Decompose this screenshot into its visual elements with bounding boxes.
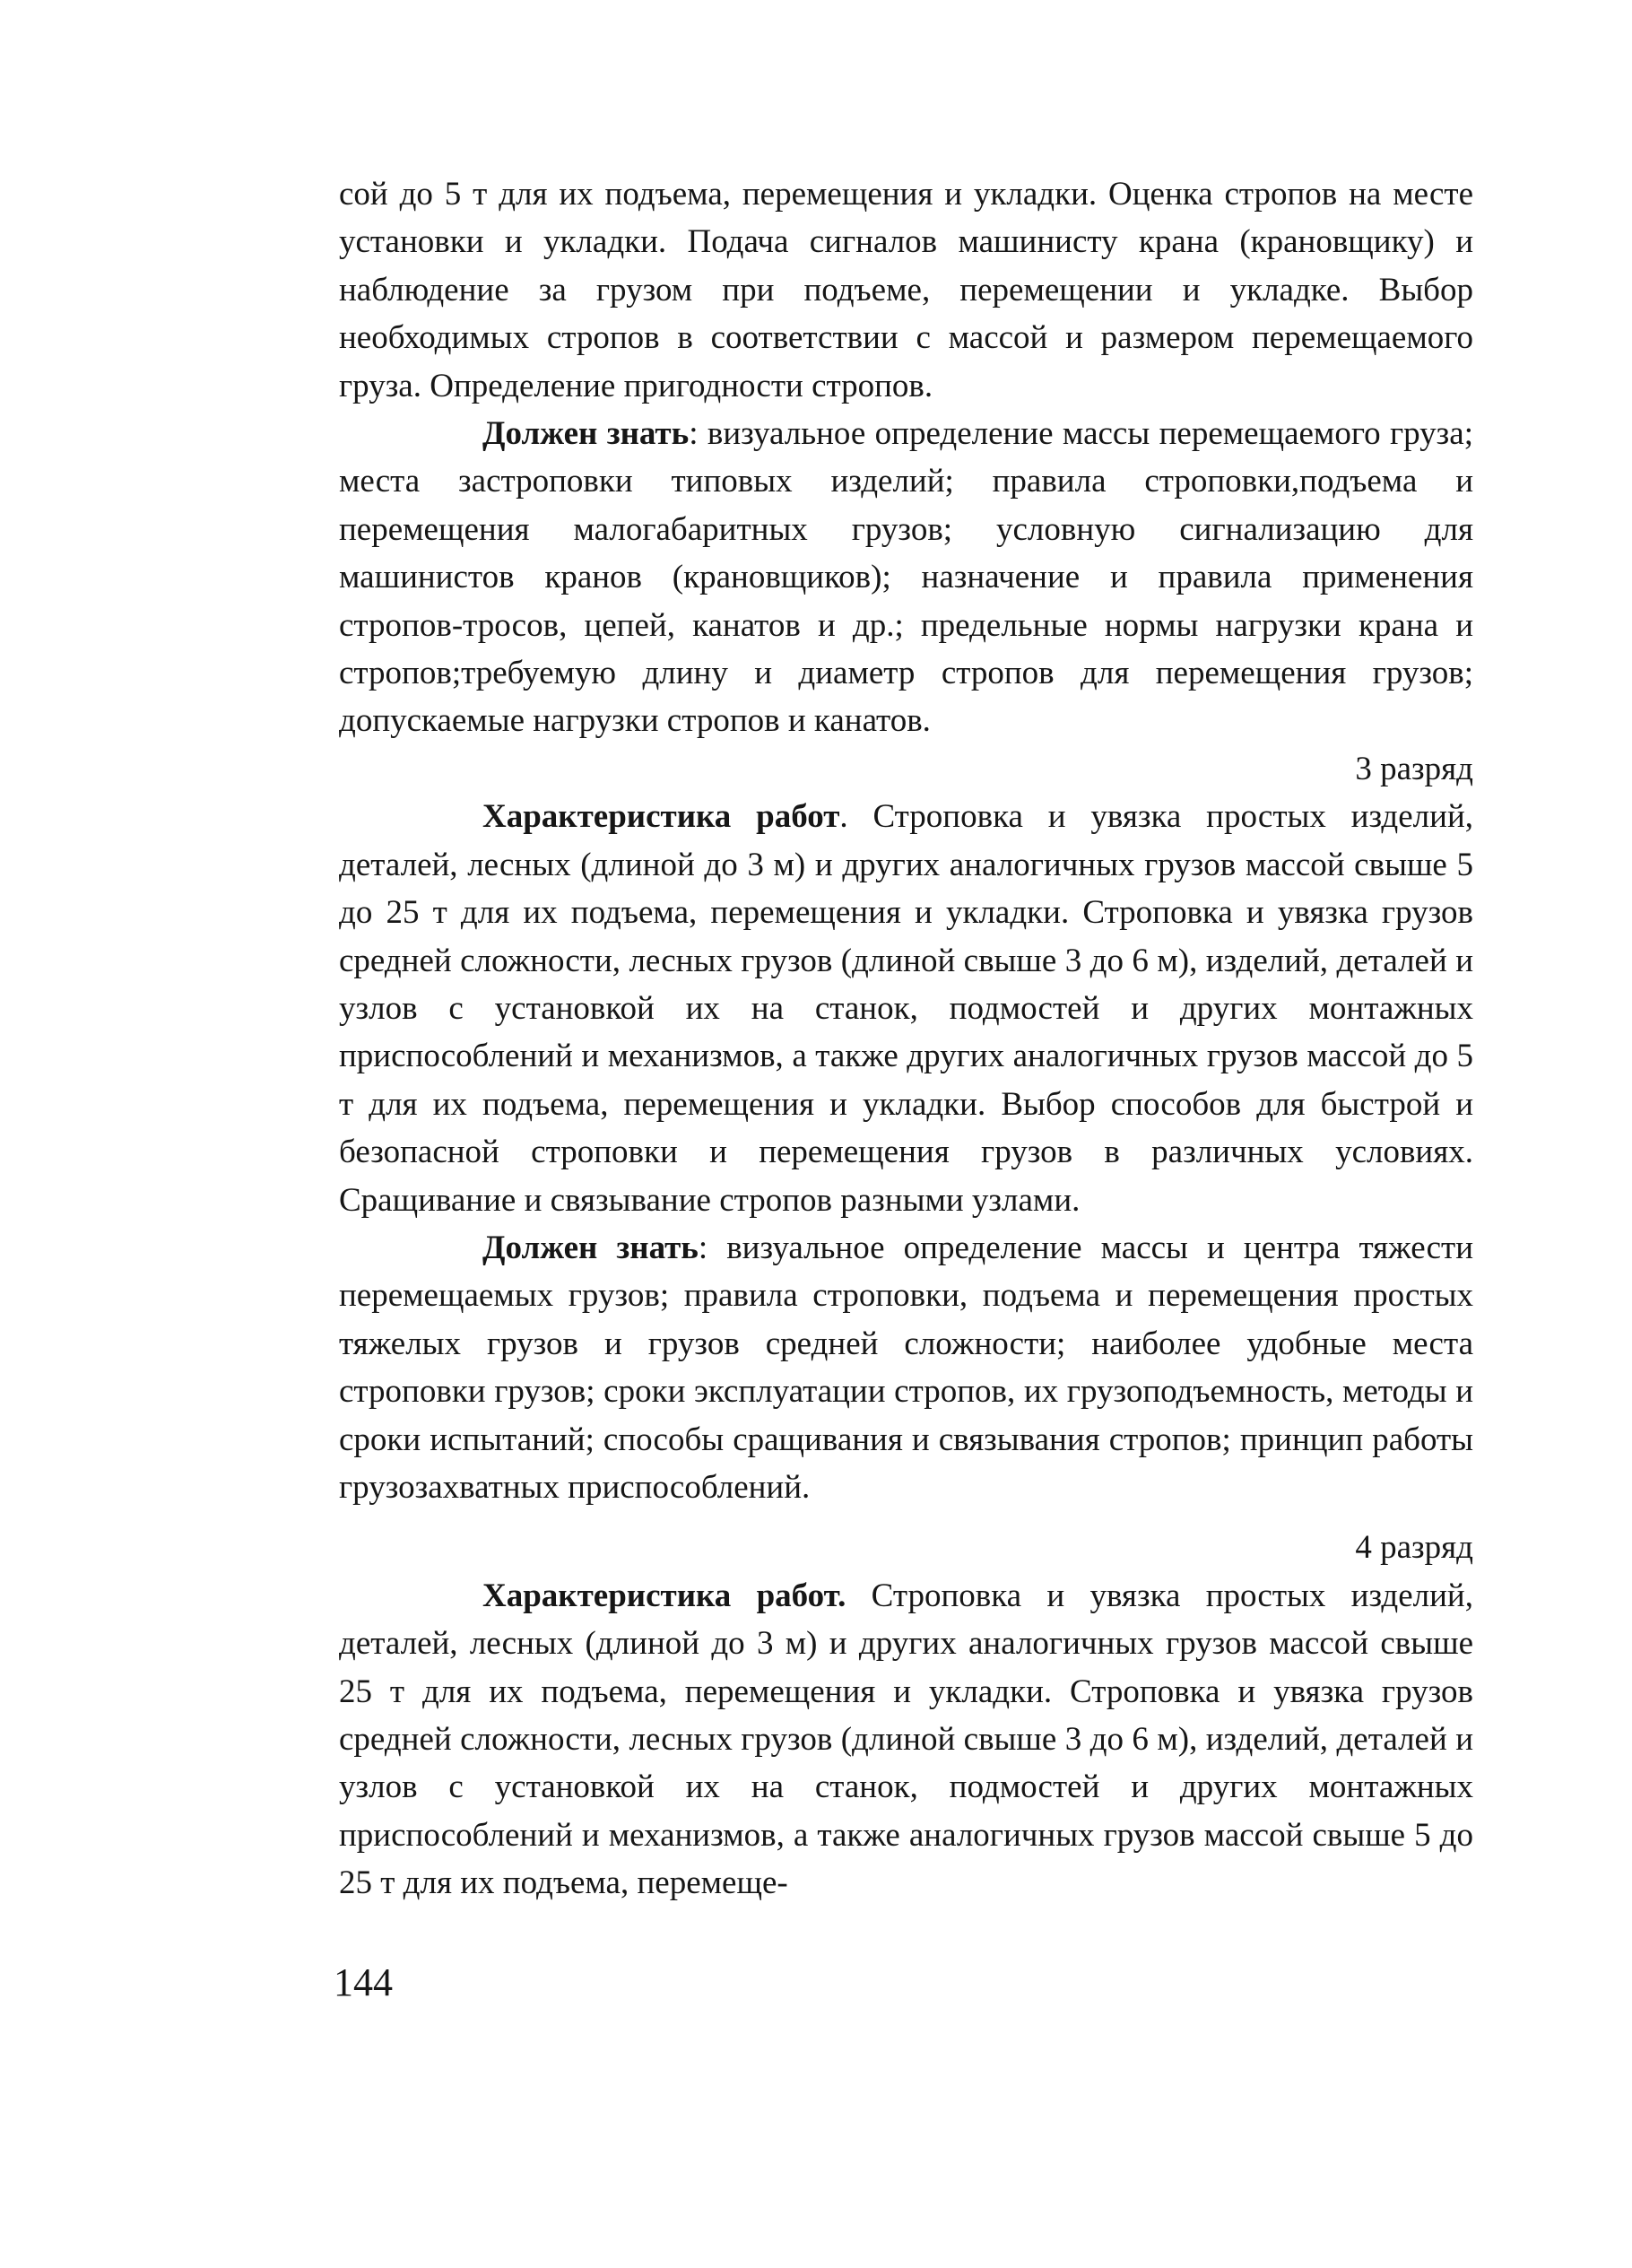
document-page [339, 170, 1473, 1907]
grade-3-heading: 3 разряд [1355, 750, 1473, 787]
page-number: 144 [334, 1960, 393, 2004]
grade-4-heading: 4 разряд [1355, 1529, 1473, 1567]
must-know-heading: Должен знать [482, 1229, 699, 1266]
paragraph-work-characteristics-grade-3 [339, 793, 1473, 1224]
work-characteristics-heading: Характеристика работ [482, 798, 840, 836]
paragraph-duties-continued: сой до 5 т для их подъема, перемещения и укладки. Оценка стропов на месте установки и укладки. Подача сигналов машинисту крана (крановщику) и наблюдение за грузом при подъеме, перемещении и укладке. Выбор необходимых стропов в соответствии с массой и размером перемещаемого груза. Определение пригодности стропов. [339, 176, 1473, 404]
must-know-text: : визуальное определение массы перемещаемого груза; места застроповки типовых изделий; правила строповки,подъема и перемещения малогабаритных грузов; условную сигнализацию для машинистов кранов (крановщиков); назначение и правила применения стропов-тросов, цепей, канатов и др.; предельные нормы нагрузки крана и стропов;требуемую длину и диаметр стропов для перемещения грузов; допускаемые нагрузки стропов и канатов. [339, 415, 1474, 740]
must-know-heading: Должен знать [482, 415, 690, 453]
paragraph-work-characteristics-grade-4 [339, 1572, 1473, 1907]
work-characteristics-heading: Характеристика работ. [482, 1577, 846, 1614]
work-characteristics-text: . Строповка и увязка простых изделий, деталей, лесных (длиной до 3 м) и других аналогичных грузов массой свыше 5 до 25 т для их подъема, перемещения и укладки. Строповка и увязка грузов средней сложности, лесных грузов (длиной свыше 3 до 6 м), изделий, деталей и узлов с установкой их на станок, подмостей и других монтажных приспособлений и механизмов, а также других аналогичных грузов массой до 5 т для их подъема, перемещения и укладки. Выбор способов для быстрой и безопасной строповки и перемещения грузов в различных условиях. Сращивание и связывание стропов разными узлами. [339, 798, 1473, 1219]
work-characteristics-text: Строповка и увязка простых изделий, деталей, лесных (длиной до 3 м) и других аналогичных грузов массой свыше 25 т для их подъема, перемещения и укладки. Строповка и увязка грузов средней сложности, лесных грузов (длиной свыше 3 до 6 м), изделий, деталей и узлов с установкой их на станок, подмостей и других монтажных приспособлений и механизмов, а также аналогичных грузов массой свыше 5 до 25 т для их подъема, перемеще- [339, 1577, 1473, 1902]
must-know-text: : визуальное определение массы и центра тяжести перемещаемых грузов; правила строповки, подъема и перемещения простых тяжелых грузов и грузов средней сложности; наиболее удобные места строповки грузов; сроки эксплуатации стропов, их грузоподъемность, методы и сроки испытаний; способы сращивания и связывания стропов; принцип работы грузозахватных приспособлений. [339, 1229, 1473, 1506]
paragraph-must-know-grade-2 [339, 410, 1473, 745]
paragraph-must-know-grade-3 [339, 1224, 1473, 1511]
